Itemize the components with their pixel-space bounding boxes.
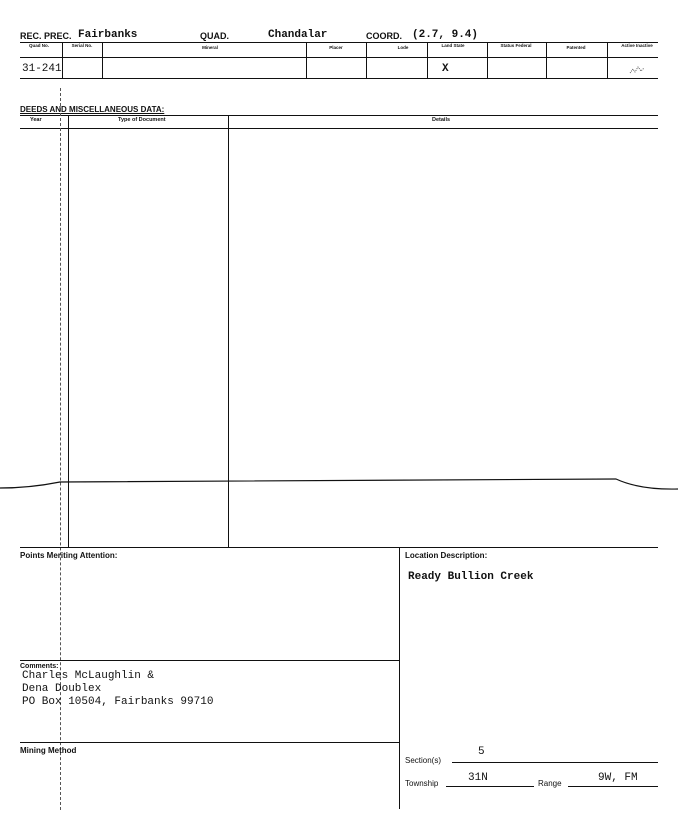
range-value: 9W, FM <box>598 772 638 784</box>
deeds-details-header: Details <box>432 117 451 123</box>
serial-no-header: Serial No. <box>71 43 93 48</box>
comments-label: Comments: <box>20 663 59 670</box>
claim-header-rule <box>20 57 658 58</box>
points-bottom-rule <box>20 660 399 661</box>
claim-col-div <box>102 43 103 78</box>
points-label: Points Meriting Attention: <box>20 551 118 560</box>
comments-line-1: Charles McLaughlin & <box>22 670 155 682</box>
quad-no-value: 31-241 <box>22 63 62 75</box>
claim-col-div <box>306 43 307 78</box>
claim-row-rule <box>20 78 658 79</box>
patented-header: Patented <box>566 45 586 50</box>
status-federal-header: Status Federal <box>500 43 532 48</box>
rec-prec-label: REC. PREC. <box>20 31 72 41</box>
section-label: Section(s) <box>405 756 442 765</box>
scan-fold-line <box>0 470 678 494</box>
active-checkmark-scribble <box>628 63 646 75</box>
lode-header: Lode <box>397 45 409 50</box>
quad-label: QUAD. <box>200 31 229 41</box>
land-state-header: Land State <box>441 43 465 48</box>
mining-method-label: Mining Method <box>20 746 77 755</box>
claim-col-div <box>546 43 547 78</box>
deeds-type-header: Type of Document <box>118 117 166 123</box>
location-value: Ready Bullion Creek <box>408 571 534 583</box>
coord-label: COORD. <box>366 31 402 41</box>
rec-prec-value: Fairbanks <box>78 29 138 41</box>
range-underline <box>568 786 658 787</box>
section-value: 5 <box>478 746 485 758</box>
placer-header: Placer <box>329 45 343 50</box>
township-underline <box>446 786 534 787</box>
active-inactive-header: Active Inactive <box>621 43 653 48</box>
claim-col-div <box>427 43 428 78</box>
header-rule <box>20 42 658 43</box>
deeds-top-rule <box>20 115 658 116</box>
claim-col-div <box>607 43 608 78</box>
comments-line-2: Dena Doublex <box>22 683 102 695</box>
deeds-year-header: Year <box>30 117 42 123</box>
location-label: Location Description: <box>405 551 488 560</box>
claim-col-div <box>366 43 367 78</box>
range-label: Range <box>538 779 562 788</box>
land-state-value: X <box>442 63 449 75</box>
deeds-header-rule <box>20 128 658 129</box>
township-value: 31N <box>468 772 488 784</box>
quad-no-header: Quad No. <box>29 43 49 48</box>
deeds-section-title: DEEDS AND MISCELLANEOUS DATA: <box>20 105 165 114</box>
township-label: Township <box>405 779 439 788</box>
section-underline <box>452 762 658 763</box>
coord-value: (2.7, 9.4) <box>412 29 479 41</box>
mineral-header: Mineral <box>202 45 218 50</box>
comments-line-3: PO Box 10504, Fairbanks 99710 <box>22 696 214 708</box>
lower-section-divider <box>399 547 400 809</box>
claim-col-div <box>487 43 488 78</box>
deeds-bottom-rule <box>20 547 658 548</box>
claim-col-div <box>62 43 63 78</box>
comments-bottom-rule <box>20 742 399 743</box>
quad-value: Chandalar <box>268 29 328 41</box>
